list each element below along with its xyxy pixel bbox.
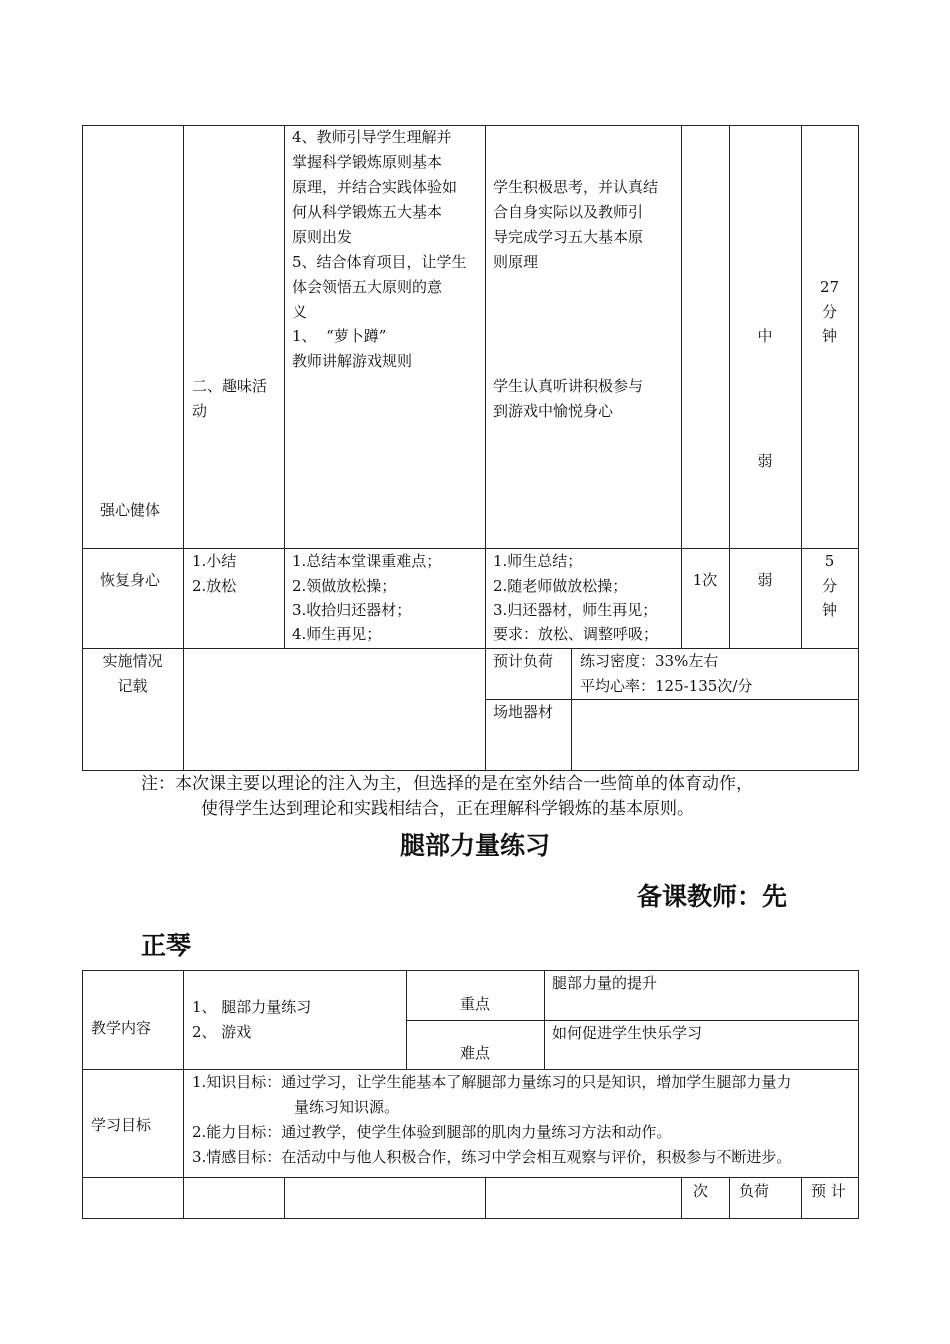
text-line: 5、结合体育项目，让学生 [292,253,467,271]
intensity-value: 中 [757,327,773,345]
text-line: 学生积极思考，并认真结 [493,178,659,196]
text-line: 4.师生再见； [292,625,382,643]
text-line: 合自身实际以及教师引 [493,203,644,221]
text-line: 3.归还器材，师生再见； [493,601,658,619]
text-line: 1、 “萝卜蹲” [292,327,387,345]
text-line: 实施情况 [102,652,163,670]
table-line [801,1177,802,1219]
teacher-line: 正琴 [141,931,192,960]
text-line: 5 [824,552,835,570]
text-line: 掌握科学锻炼原则基本 [292,153,443,171]
text-line: 记载 [117,677,148,695]
table-line [284,1177,285,1219]
equipment-label: 场地器材 [493,703,554,721]
text-line: 2、 游戏 [192,1023,252,1041]
load-label: 预计负荷 [493,652,554,670]
text-line: 27 [819,278,840,296]
text-line: 动 [192,402,208,420]
text-line: 量练习知识源。 [294,1098,400,1116]
table-line [82,125,859,126]
key-label: 重点 [459,995,490,1013]
table-line [485,1177,486,1219]
text-line: 平均心率：125-135次/分 [580,677,753,695]
text-line: 体会领悟五大原则的意 [292,278,443,296]
text-line: 3.收拾归还器材； [292,601,412,619]
text-line: 何从科学锻炼五大基本 [292,203,443,221]
text-line: 2.随老师做放松操； [493,577,628,595]
table-line [571,648,572,771]
text-line: 2.放松 [192,577,237,595]
text-line: 教师讲解游戏规则 [292,352,413,370]
key-value: 腿部力量的提升 [552,974,658,992]
note-line: 使得学生达到理论和实践相结合，正在理解科学锻炼的基本原则。 [201,799,694,819]
table-line [681,1177,682,1219]
table-line [82,970,859,971]
table-line [544,970,545,1070]
text-line: 原理，并结合实践体验如 [292,178,458,196]
text-line: 原则出发 [292,228,353,246]
section-label: 强心健体 [100,501,161,519]
table-line [82,970,83,1219]
text-line: 1.师生总结； [493,552,583,570]
text-line: 4、教师引导学生理解并 [292,128,452,146]
text-line: 2.能力目标：通过教学，使学生体验到腿部的肌肉力量练习方法和动作。 [192,1123,672,1141]
text-line: 1、 腿部力量练习 [192,998,312,1016]
text-line: 钟 [821,327,837,345]
text-line: 钟 [821,601,837,619]
text-line: 学生认真听讲积极参与 [493,377,644,395]
text-line: 1.知识目标：通过学习，让学生能基本了解腿部力量练习的只是知识，增加学生腿部力量力 [192,1073,792,1091]
content-label: 教学内容 [91,1019,152,1037]
table-line [82,1177,859,1178]
difficulty-label: 难点 [459,1044,490,1062]
header-time: 预 计 [811,1182,846,1200]
table-line [729,1177,730,1219]
intensity-value: 弱 [757,452,773,470]
text-line: 导完成学习五大基本原 [493,228,644,246]
section-label: 恢复身心 [100,571,161,589]
intensity-value: 弱 [757,571,773,589]
table-line [183,125,184,771]
teacher-line: 备课教师：先 [637,882,788,911]
text-line: 分 [821,303,837,321]
table-line [858,970,859,1219]
text-line: 到游戏中愉悦身心 [493,402,614,420]
table-line [284,125,285,649]
text-line: 3.情感目标：在活动中与他人积极合作，练习中学会相互观察与评价，积极参与不断进步。 [192,1148,792,1166]
text-line: 1.小结 [192,552,237,570]
count-value: 1次 [692,571,718,589]
table-line [82,648,859,649]
table-line [82,1218,859,1219]
text-line: 练习密度：33%左右 [580,652,719,670]
table-line [183,970,184,1219]
text-line: 义 [292,303,308,321]
text-line: 2.领做放松操； [292,577,397,595]
table-line [485,125,486,771]
text-line: 1.总结本堂课重难点； [292,552,442,570]
page-title: 腿部力量练习 [399,831,550,860]
text-line: 分 [821,577,837,595]
goal-label: 学习目标 [91,1116,152,1134]
text-line: 要求：放松、调整呼吸； [493,625,659,643]
note-line: 注：本次课主要以理论的注入为主，但选择的是在室外结合一些简单的体育动作， [141,774,753,794]
header-count: 次 [693,1182,709,1200]
text-line: 则原理 [493,253,539,271]
text-line: 二、趣味活 [192,377,268,395]
difficulty-value: 如何促进学生快乐学习 [552,1024,703,1042]
table-line [858,125,859,771]
header-load: 负荷 [739,1182,770,1200]
